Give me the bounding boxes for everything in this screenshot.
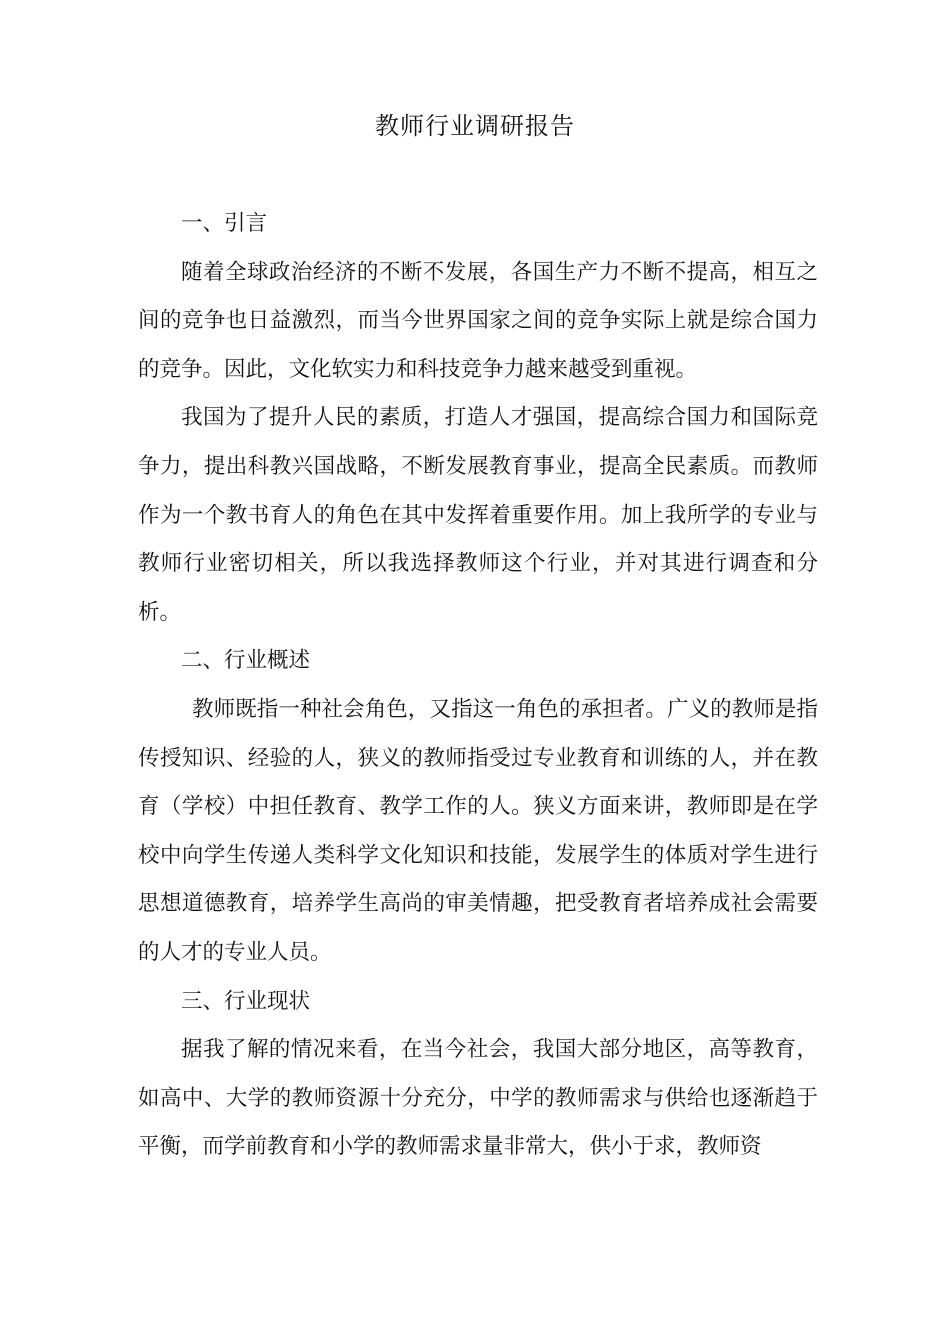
- section-heading-introduction: 一、引言: [181, 211, 268, 236]
- section-heading-overview: 二、行业概述: [181, 648, 311, 674]
- document-title: 教师行业调研报告: [375, 112, 575, 140]
- paragraph: 随着全球政治经济的不断不发展，各国生产力不断不提高，相互之间的竞争也日益激烈，而当今世界国家之间的竞争实际上就是综合国力的竞争。因此，文化软实力和科技竞争力越来越受到重视。: [138, 259, 818, 382]
- paragraph: 我国为了提升人民的素质，打造人才强国，提高综合国力和国际竞争力，提出科教兴国战略，不断发展教育事业，提高全民素质。而教师作为一个教书育人的角色在其中发挥着重要作用。加上我所学的专业与教师行业密切相关，所以我选择教师这个行业，并对其进行调查和分析。: [138, 405, 818, 625]
- paragraph: 教师既指一种社会角色，又指这一角色的承担者。广义的教师是指传授知识、经验的人，狭义的教师指受过专业教育和训练的人，并在教育（学校）中担任教育、教学工作的人。狭义方面来讲，教师即是在学校中向学生传递人类科学文化知识和技能，发展学生的体质对学生进行思想道德教育，培养学生高尚的审美情趣，把受教育者培养成社会需要的人才的专业人员。: [138, 696, 818, 965]
- section-heading-status: 三、行业现状: [181, 988, 311, 1014]
- document-body: [138, 200, 818, 1172]
- paragraph: 据我了解的情况来看，在当今社会，我国大部分地区，高等教育，如高中、大学的教师资源十分充分，中学的教师需求与供给也逐渐趋于平衡，而学前教育和小学的教师需求量非常大，供小于求，教师资: [138, 1037, 818, 1160]
